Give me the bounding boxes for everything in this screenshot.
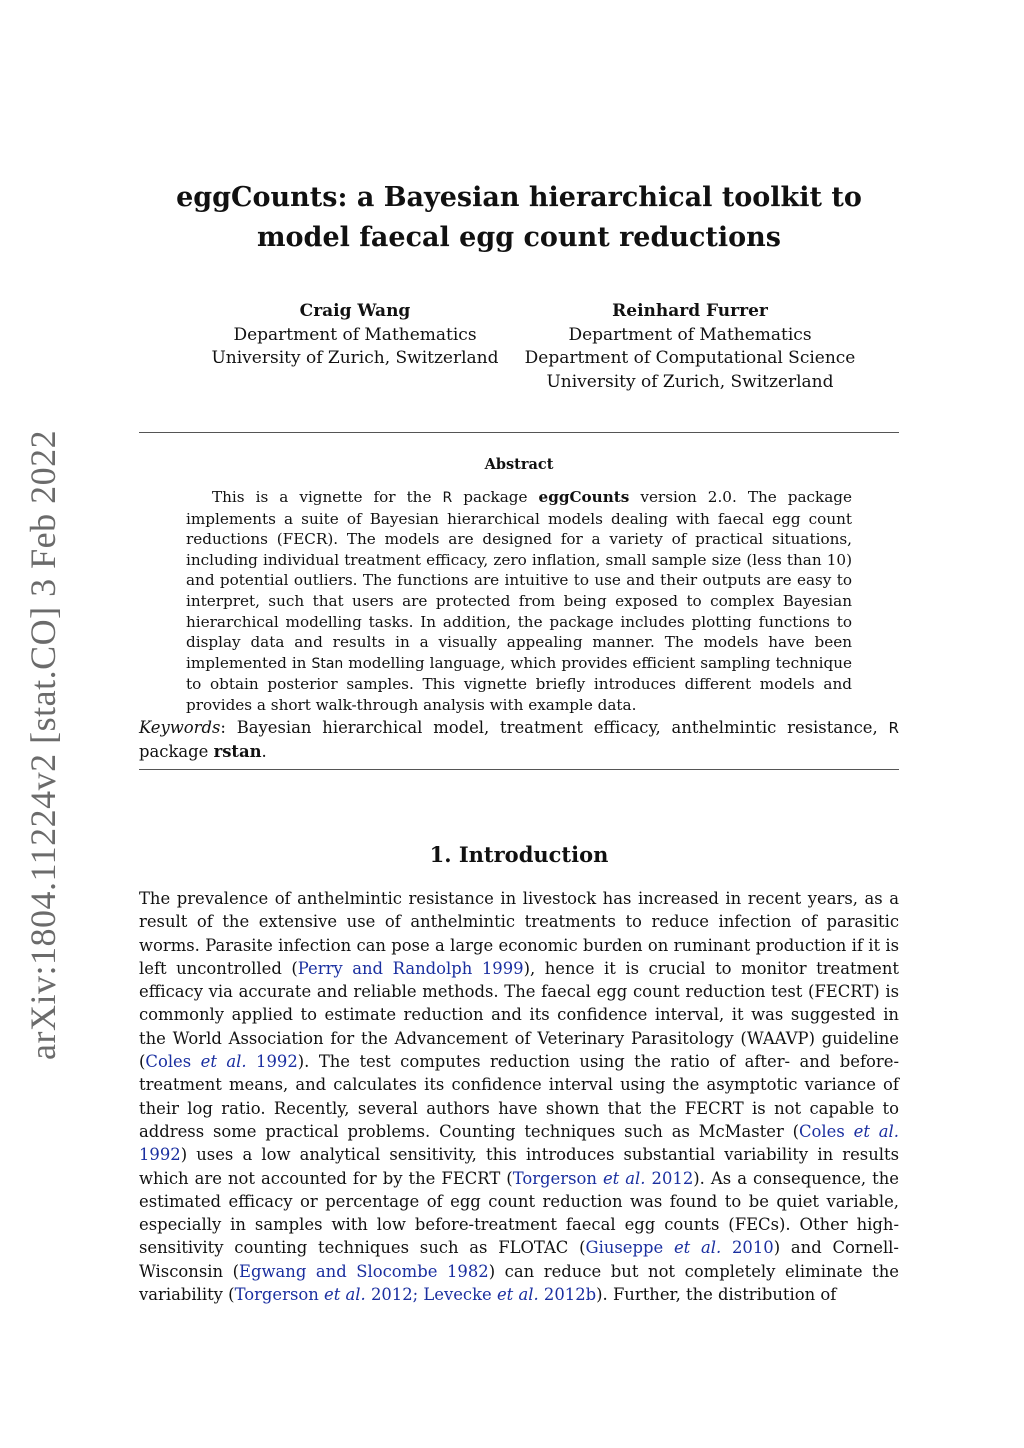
author-block-2: [510, 300, 870, 394]
citation-link[interactable]: Torgerson et al. 2012;: [234, 1285, 424, 1305]
author-affiliation: University of Zurich, Switzerland: [546, 371, 834, 392]
intro-text: ) can reduce but not completely eliminate the variability (: [139, 1261, 899, 1305]
intro-text: ). As a consequence, the estimated efficacy or percentage of egg count reduction was found to be quiet variable, especially in samples with low before-treatment faecal egg counts (FECs). Other high-sensitivity counting techniques such as FLOTAC (: [139, 1168, 899, 1258]
paper-title: eggCounts: a Bayesian hierarchical toolkit to model faecal egg count reductions: [176, 182, 862, 253]
abstract-text: [186, 487, 852, 716]
author-name: Craig Wang: [299, 301, 411, 321]
citation-link[interactable]: Egwang and Slocombe 1982: [239, 1261, 489, 1281]
abstract-segment: version 2.0. The package implements a suite of Bayesian hierarchical models dealing with faecal egg count reductions (FECR). The models are designed for a variety of practical situations, including individual treatment efficacy, zero inflation, small sample size (less than 10) and potential outliers. The functions are intuitive to use and their outputs are easy to interpret, such that users are protected from being exposed to complex Bayesian hierarchical modelling tasks. In addition, the package includes plotting functions to display data and results in a visually appealing manner. The models have been implemented in: [186, 488, 852, 672]
keywords-text: package: [139, 742, 214, 761]
citation-link[interactable]: Levecke et al. 2012b: [423, 1285, 597, 1305]
abstract-segment: This is a vignette for the: [212, 488, 443, 506]
stan-language-name: Stan: [311, 655, 344, 672]
author-block-1: [205, 300, 505, 371]
author-affiliation: Department of Computational Science: [524, 348, 856, 368]
keywords-text: : Bayesian hierarchical model, treatment efficacy, anthelmintic resistance,: [220, 718, 889, 737]
keywords-text: .: [261, 742, 267, 761]
intro-text: ). Further, the distribution of: [596, 1285, 837, 1305]
introduction-paragraph: [139, 887, 899, 1306]
package-name: rstan: [213, 742, 262, 761]
citation-link[interactable]: Perry and Randolph 1999: [297, 958, 524, 978]
package-name: eggCounts: [538, 488, 630, 506]
citation-link[interactable]: Giuseppe et al. 2010: [585, 1238, 774, 1258]
keywords: [139, 716, 899, 763]
arxiv-identifier: arXiv:1804.11224v2 [stat.CO] 3 Feb 2022: [23, 429, 63, 1060]
citation-link[interactable]: Coles et al. 1992: [139, 1121, 899, 1165]
intro-text: ) uses a low analytical sensitivity, this introduces substantial variability in results which are not accounted for by the FECRT (: [139, 1145, 899, 1188]
keywords-label: Keywords: [139, 718, 221, 737]
citation-link[interactable]: Torgerson et al. 2012: [512, 1168, 694, 1188]
intro-text: ), hence it is crucial to monitor treatment efficacy via accurate and reliable methods. The faecal egg count reduction test (FECRT) is commonly applied to estimate reduction and its confidence interval, it was suggested in the World Association for the Advancement of Veterinary Parasitology (WAAVP) guideline (: [139, 958, 899, 1072]
r-language-name: R: [442, 490, 453, 506]
abstract-segment: package: [452, 488, 539, 506]
author-affiliation: University of Zurich, Switzerland: [211, 348, 499, 368]
author-affiliation: Department of Mathematics: [233, 324, 477, 345]
bottom-rule: [139, 769, 899, 770]
intro-text: ) and Cornell-Wisconsin (: [139, 1238, 899, 1281]
abstract-segment: modelling language, which provides efficient sampling technique to obtain posterior samples. This vignette briefly introduces different models and provides a short walk-through analysis with example data.: [186, 653, 852, 714]
intro-text: ). The test computes reduction using the ratio of after- and before-treatment means, and calculates its confidence interval using the asymptotic variance of their log ratio. Recently, several authors have shown that the FECRT is not capable to address some practical problems. Counting techniques such as McMaster (: [139, 1052, 899, 1141]
intro-text: The prevalence of anthelmintic resistance in livestock has increased in recent years, as a result of the extensive use of anthelmintic treatments to reduce infection of parasitic worms. Parasite infection can pose a large economic burden on ruminant production if it is left uncontrolled (: [139, 889, 899, 978]
section-heading: 1. Introduction: [429, 842, 609, 867]
author-affiliation: Department of Mathematics: [568, 324, 812, 345]
abstract-heading: Abstract: [484, 456, 554, 473]
top-rule: [139, 432, 899, 433]
author-name: Reinhard Furrer: [612, 301, 768, 321]
r-language-name: R: [888, 719, 899, 737]
citation-link[interactable]: Coles et al. 1992: [145, 1052, 298, 1072]
